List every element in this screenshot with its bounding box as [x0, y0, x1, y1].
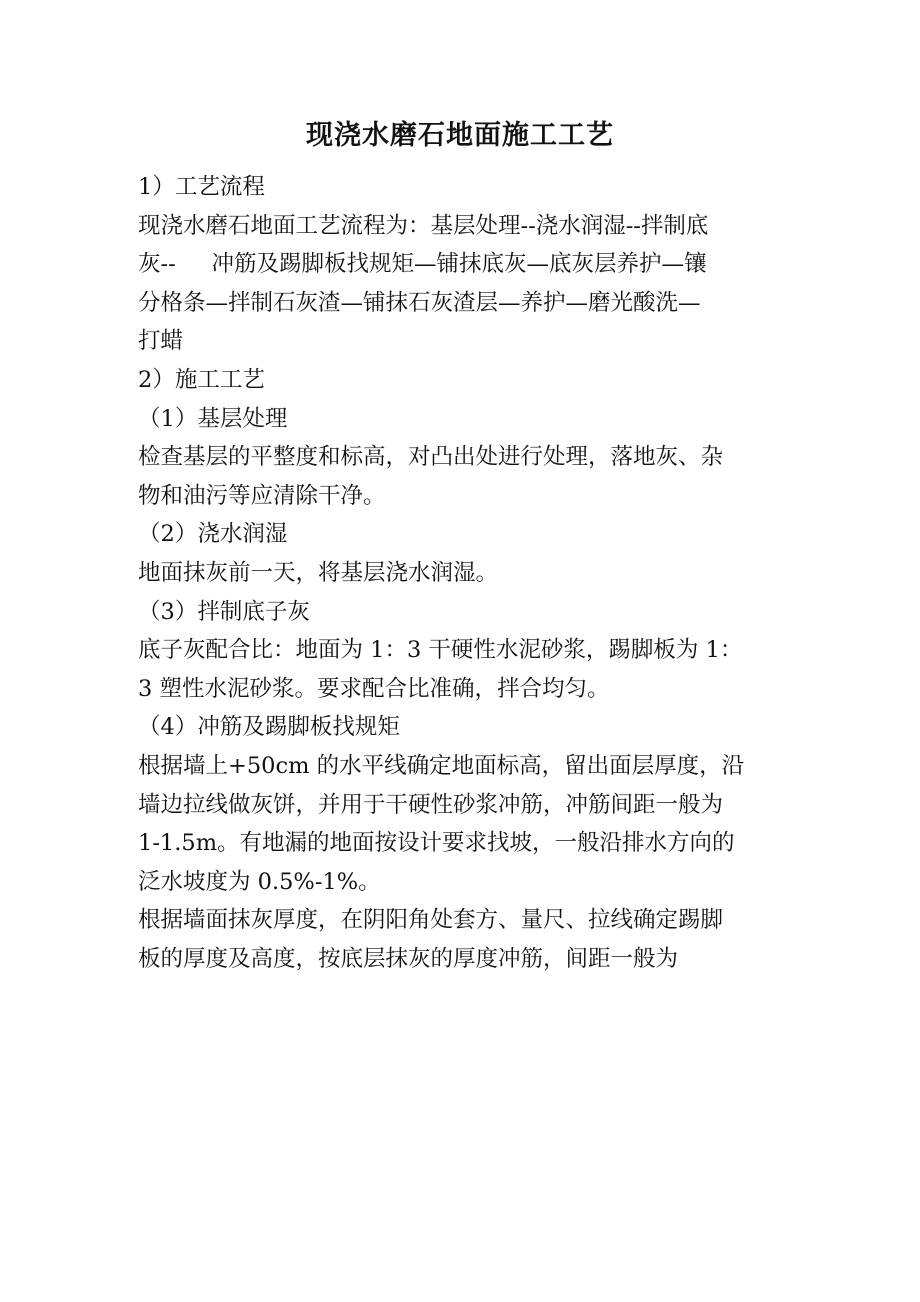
text-line: 地面抹灰前一天，将基层浇水润湿。	[138, 559, 499, 586]
text-line: 检查基层的平整度和标高，对凸出处进行处理，落地灰、杂	[138, 444, 724, 471]
text-line: （1）基层处理	[138, 405, 288, 432]
document-body	[138, 168, 788, 978]
text-line: 泛水坡度为 0.5%-1%。	[138, 868, 381, 895]
text-line: 墙边拉线做灰饼，并用于干硬性砂浆冲筋，冲筋间距一般为	[138, 791, 724, 818]
text-line: 根据墙上+50cm 的水平线确定地面标高，留出面层厚度，沿	[138, 752, 745, 779]
text-line: 打蜡	[138, 328, 184, 355]
text-line: 板的厚度及高度，按底层抹灰的厚度冲筋，间距一般为	[138, 945, 679, 972]
document-title: 现浇水磨石地面施工工艺	[306, 120, 614, 151]
text-line: 根据墙面抹灰厚度，在阴阳角处套方、量尺、拉线确定踢脚	[138, 907, 724, 934]
text-line: （3）拌制底子灰	[138, 598, 310, 625]
text-line: （2）浇水润湿	[138, 521, 288, 548]
text-line: （4）冲筋及踢脚板找规矩	[138, 714, 400, 741]
text-line: 2）施工工艺	[138, 366, 265, 393]
text-line: 1-1.5m。有地漏的地面按设计要求找坡，一般沿排水方向的	[138, 830, 735, 857]
text-line: 现浇水磨石地面工艺流程为：基层处理--浇水润湿--拌制底	[138, 212, 709, 239]
text-line: 3 塑性水泥砂浆。要求配合比准确，拌合均匀。	[138, 675, 610, 702]
text-line: 灰-- 冲筋及踢脚板找规矩—铺抹底灰—底灰层养护—镶	[138, 251, 707, 278]
text-line: 底子灰配合比：地面为 1：3 干硬性水泥砂浆，踢脚板为 1：	[138, 637, 743, 664]
text-line: 物和油污等应清除干净。	[138, 482, 386, 509]
text-line: 1）工艺流程	[138, 174, 265, 200]
text-line: 分格条—拌制石灰渣—铺抹石灰渣层—养护—磨光酸洗—	[138, 289, 701, 316]
